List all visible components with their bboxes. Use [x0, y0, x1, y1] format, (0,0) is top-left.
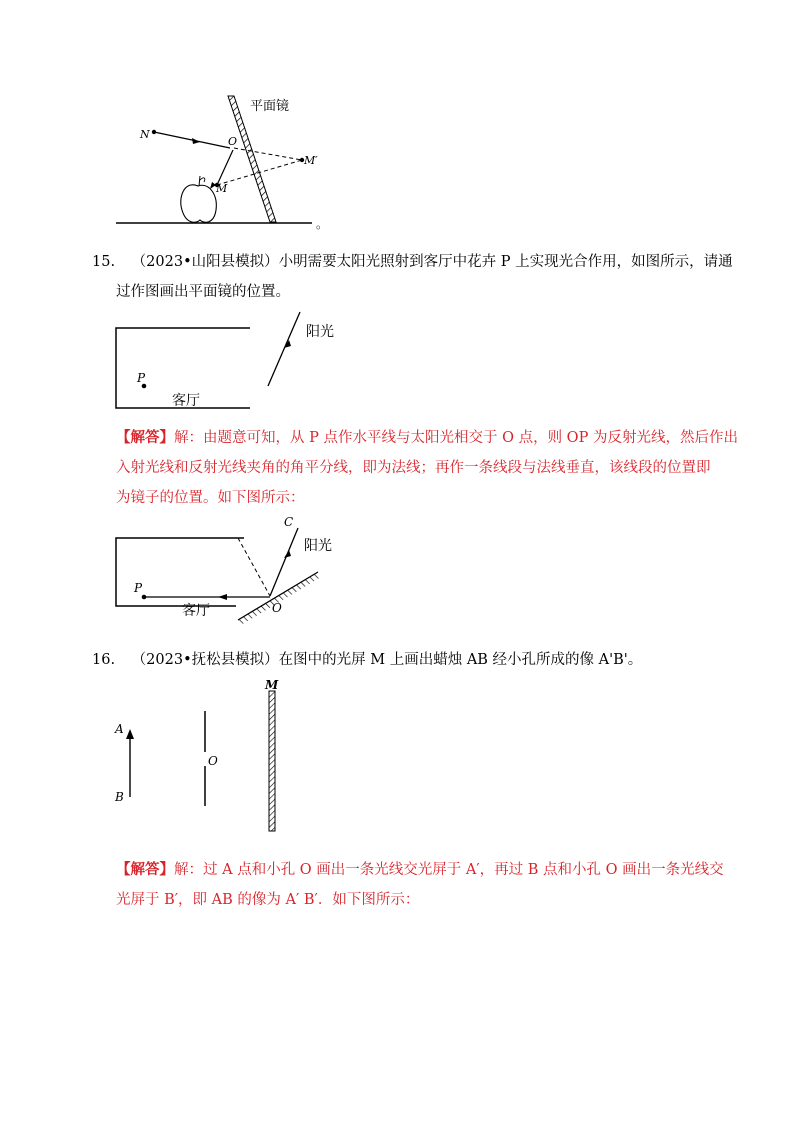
q15-answer-text3: 为镜子的位置。如下图所示：	[116, 490, 305, 506]
q15-text-line2: 过作图画出平面镜的位置。	[116, 284, 290, 300]
label-sun: 阳光	[306, 324, 334, 340]
q15-line2	[116, 282, 290, 302]
q16-answer-line2	[116, 890, 419, 910]
label-O2: O	[272, 601, 282, 615]
label-M-prime: M′	[304, 154, 318, 167]
q16-answer-text2: 光屏于 B′，即 AB 的像为 A′ B′．如下图所示：	[116, 892, 420, 908]
label-mirror: 平面镜	[250, 99, 290, 114]
q15-line1	[92, 252, 733, 272]
label-room2: 客厅	[182, 603, 210, 619]
label-P2: P	[134, 581, 143, 595]
q15-answer-line3	[116, 488, 305, 508]
figure-q15-answer	[110, 512, 340, 624]
label-O: O	[228, 135, 238, 148]
label-A: A	[115, 722, 124, 736]
end-mark: 。	[316, 217, 329, 231]
screen-M	[269, 691, 275, 831]
figure-mirror-apple	[100, 88, 340, 238]
label-sun2: 阳光	[304, 538, 332, 554]
q16-number: 16.	[92, 652, 116, 668]
q15-answer-tag: 【解答】	[116, 429, 174, 446]
label-B: B	[115, 790, 124, 804]
label-N: N	[140, 128, 150, 141]
q15-number: 15.	[92, 254, 116, 270]
sunlight-ray	[268, 312, 300, 386]
q15-answer-line1	[116, 428, 738, 448]
q16-source: （2023•抚松县模拟）	[131, 652, 279, 668]
q15-answer-text1: 解：由题意可知，从 P 点作水平线与太阳光相交于 O 点，则 OP 为反射光线，然后作出	[174, 430, 738, 446]
q16-line1	[92, 650, 642, 670]
plane-mirror	[228, 96, 276, 222]
q15-source: （2023•山阳县模拟）	[131, 254, 279, 270]
figure-q16	[110, 675, 300, 840]
q15-answer-text2: 入射光线和反射光线夹角的角平分线，即为法线；再作一条线段与法线垂直，该线段的位置即	[116, 460, 711, 476]
label-M: M	[216, 182, 228, 195]
label-M-screen: M	[265, 678, 279, 692]
q16-answer-text1: 解：过 A 点和小孔 O 画出一条光线交光屏于 A′，再过 B 点和小孔 O 画出一条光线交	[174, 862, 724, 878]
q16-answer-line1	[116, 860, 724, 880]
label-P: P	[137, 371, 146, 385]
label-O-hole: O	[208, 754, 218, 768]
q15-answer-line2	[116, 458, 711, 478]
label-C: C	[284, 515, 294, 529]
label-room: 客厅	[172, 393, 200, 409]
q16-text: 在图中的光屏 M 上画出蜡烛 AB 经小孔所成的像 A'B'。	[278, 652, 643, 668]
apple-shape	[181, 185, 217, 222]
q16-answer-tag: 【解答】	[116, 861, 174, 878]
figure-q15	[110, 310, 360, 415]
q15-text-line1: 小明需要太阳光照射到客厅中花卉 P 上实现光合作用，如图所示，请通	[278, 254, 733, 270]
